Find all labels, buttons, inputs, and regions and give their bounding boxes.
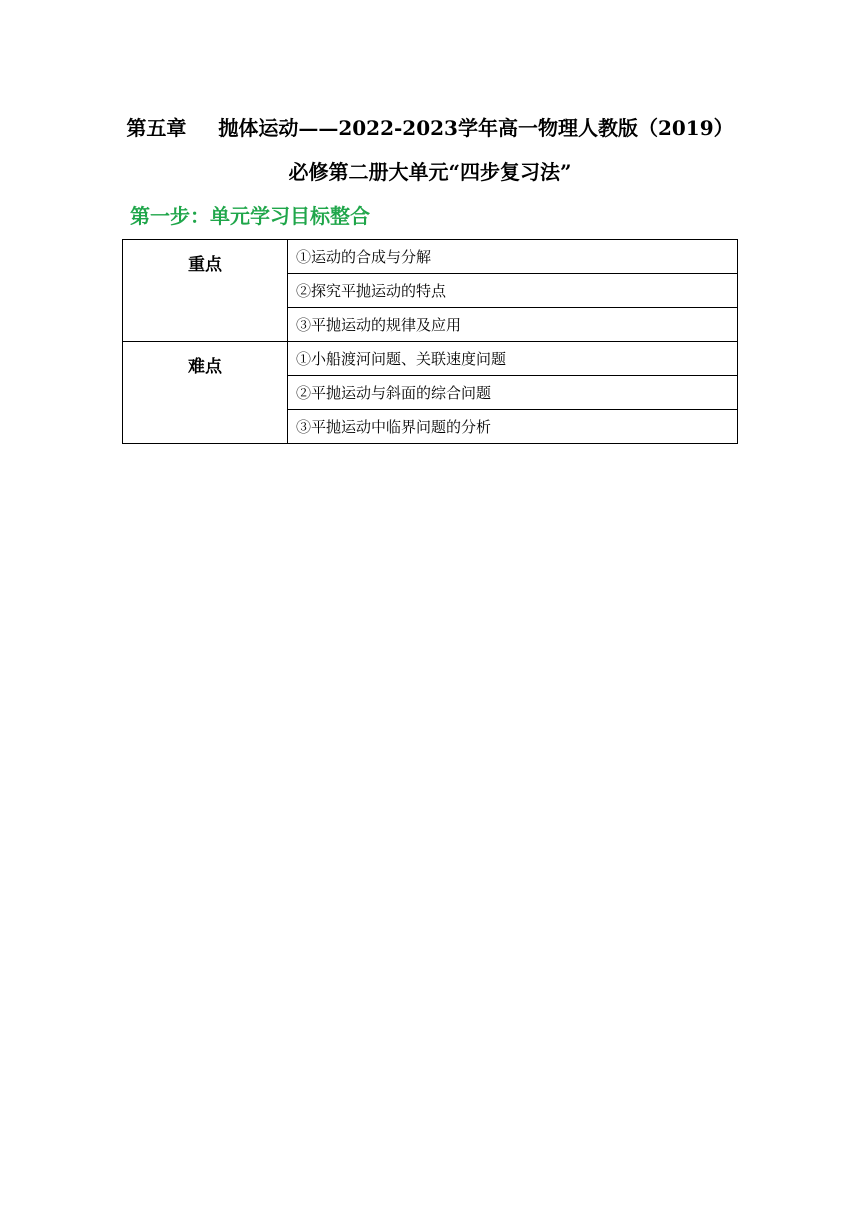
table-row [123,342,738,376]
document-title-line-2: 必修第二册大单元“四步复习法” [288,160,572,184]
key-point-item-2: ②探究平抛运动的特点 [288,274,738,308]
key-point-item-3: ③平抛运动的规律及应用 [288,308,738,342]
chapter-label: 第五章 [126,116,187,140]
table-row [123,240,738,274]
difficult-point-item-2: ②平抛运动与斜面的综合问题 [288,376,738,410]
key-point-item-1: ①运动的合成与分解 [288,240,738,274]
difficult-point-item-3: ③平抛运动中临界问题的分析 [288,410,738,444]
document-title-line-1 [0,114,860,142]
key-points-label: 重点 [123,240,288,342]
difficult-point-item-1: ①小船渡河问题、关联速度问题 [288,342,738,376]
chapter-title: 抛体运动——2022-2023学年高一物理人教版（2019） [218,116,734,140]
learning-goals-table [122,239,738,444]
section-heading: 第一步：单元学习目标整合 [130,204,370,228]
difficult-points-label: 难点 [123,342,288,444]
